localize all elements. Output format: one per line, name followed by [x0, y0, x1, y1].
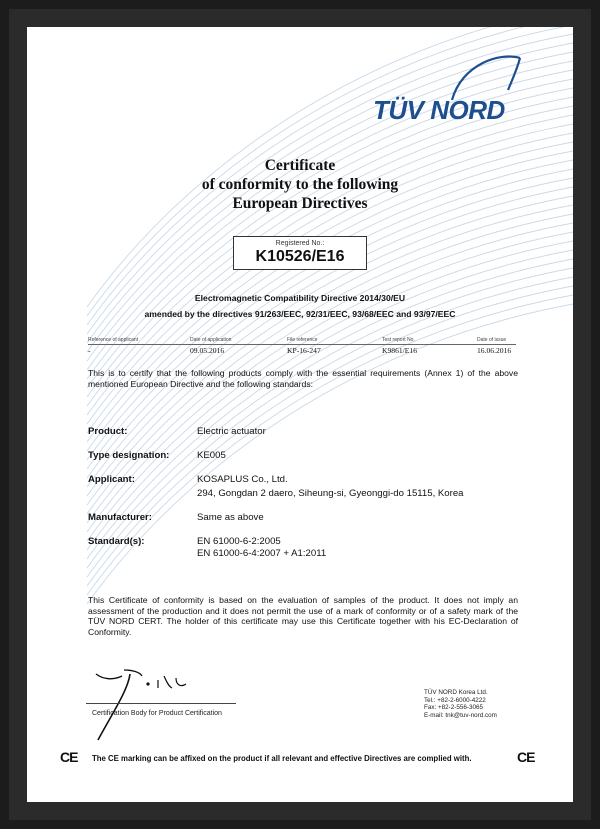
signature-caption: Certification Body for Product Certification: [92, 710, 222, 717]
type-designation-label: Type designation:: [88, 450, 170, 461]
directive-line-2: amended by the directives 91/263/EEC, 92/31/EEC, 93/68/EEC and 93/97/EEC: [144, 309, 456, 319]
contact-tel: Tel.: +82-2-6000-4222: [424, 696, 486, 704]
signature: [92, 666, 202, 744]
background-wave-line: [87, 286, 573, 586]
contact-company: TÜV NORD Korea Ltd.: [424, 689, 488, 696]
applicant-name: KOSAPLUS Co., Ltd.: [197, 474, 288, 485]
background-wave-line: [87, 277, 573, 577]
ref-application-date-label: Date of application: [190, 337, 232, 343]
title-line-2: of conformity to the following: [201, 176, 399, 193]
type-designation-value: KE005: [197, 450, 226, 461]
ref-test-report-value: K9861/E16: [382, 346, 418, 355]
directive-line-1: Electromagnetic Compatibility Directive 2014/30/EU: [194, 293, 406, 303]
disclaimer-paragraph: This Certificate of conformity is based on the evaluation of samples of the product. It does not imply an assessment of the production and it does not permit the use of a mark of conformity or of a safety mark of the TÜV NORD CERT. The holder of this certificate may use this Certificate together with his EC-Declaration of Conformity.: [88, 595, 518, 637]
ce-mark-left-icon: CE: [60, 749, 78, 765]
ref-file-value: KP-16-247: [287, 346, 321, 355]
background-wave-line: [87, 259, 573, 559]
signature-line: [86, 703, 236, 704]
ref-applicant-value: -: [88, 346, 91, 355]
ce-marking-note: The CE marking can be affixed on the product if all relevant and effective Directives are complied with.: [92, 754, 472, 763]
registration-label: Registered No.:: [275, 240, 325, 247]
standards-label: Standard(s):: [88, 536, 145, 547]
standard-2: EN 61000-6-4:2007 + A1:2011: [197, 548, 327, 559]
ref-issue-date-value: 16.06.2016: [477, 346, 512, 355]
manufacturer-value: Same as above: [197, 512, 264, 523]
contact-email: E-mail: tnk@tuv-nord.com: [424, 711, 497, 719]
reference-divider: [88, 344, 516, 345]
contact-block: [424, 689, 497, 719]
title-line-1: Certificate: [264, 157, 336, 174]
applicant-label: Applicant:: [88, 474, 135, 485]
tuv-nord-logo: TÜV NORD: [373, 95, 505, 125]
applicant-address: 294, Gongdan 2 daero, Siheung-si, Gyeonggi-do 15115, Korea: [197, 488, 464, 499]
ref-applicant-label: Reference of applicant: [88, 337, 139, 343]
title-line-3: European Directives: [232, 195, 368, 212]
manufacturer-label: Manufacturer:: [88, 512, 152, 523]
ce-mark-right-icon: CE: [517, 749, 535, 765]
standard-1: EN 61000-6-2:2005: [197, 536, 281, 547]
contact-fax: Fax: +82-2-556-3065: [424, 704, 483, 712]
ref-test-report-label: Test report No.: [382, 337, 415, 343]
registration-number: K10526/E16: [255, 248, 345, 265]
product-label: Product:: [88, 426, 128, 437]
intro-paragraph: This is to certify that the following products comply with the essential requirements (Annex 1) of the above mentioned European Directive and the following standards:: [88, 368, 518, 389]
ref-file-label: File reference: [287, 337, 318, 343]
product-value: Electric actuator: [197, 426, 266, 437]
ref-issue-date-label: Date of issue: [477, 337, 507, 343]
registration-box: [233, 236, 367, 270]
ref-application-date-value: 09.05.2016: [190, 346, 225, 355]
